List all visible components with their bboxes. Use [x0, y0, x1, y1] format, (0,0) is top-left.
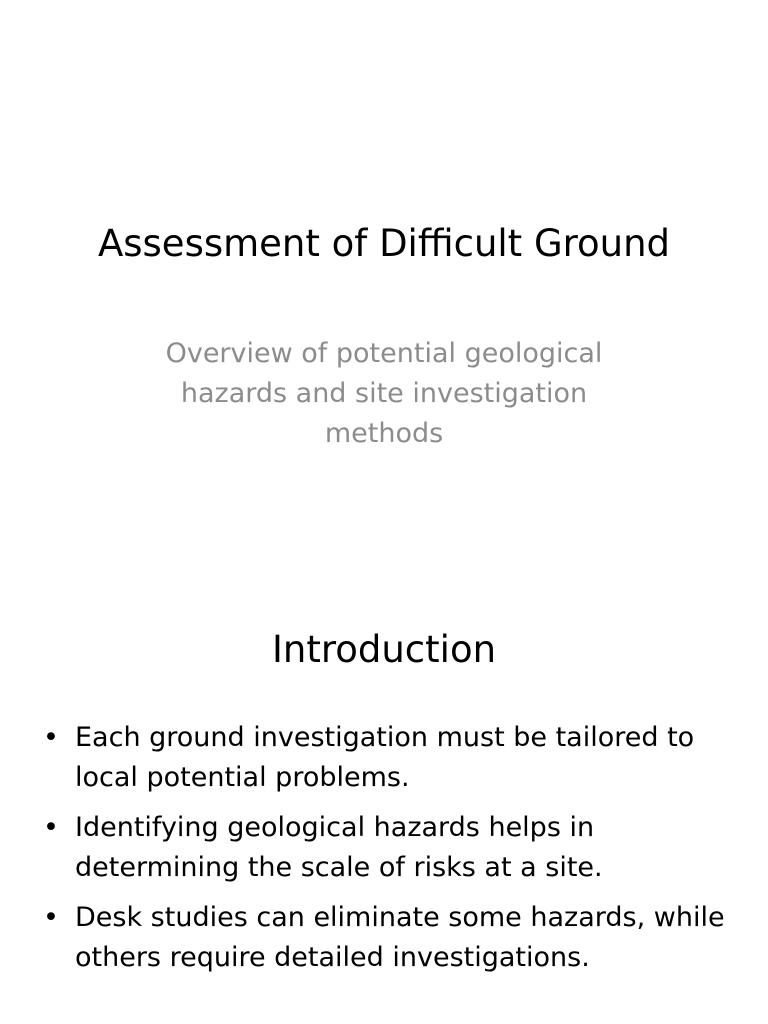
slide-title: Introduction	[271, 628, 497, 671]
slide-subtitle: Overview of potential geological hazards and site investigation methods	[165, 338, 603, 449]
bullet-icon: •	[43, 902, 59, 933]
bullet-list	[40, 718, 730, 988]
bullet-icon: •	[43, 722, 59, 753]
slide-title: Assessment of Difficult Ground	[97, 222, 671, 265]
bullet-text: Identifying geological hazards helps in determining the scale of risks at a site.	[75, 812, 603, 883]
bullet-text: Each ground investigation must be tailored to local potential problems.	[75, 722, 695, 793]
introduction-slide	[0, 512, 768, 1024]
bullet-item	[40, 718, 730, 798]
bullet-text: Desk studies can eliminate some hazards, while others require detailed investigations.	[75, 902, 725, 973]
bullet-icon: •	[43, 812, 59, 843]
bullet-item	[40, 808, 730, 888]
bullet-item	[40, 898, 730, 978]
